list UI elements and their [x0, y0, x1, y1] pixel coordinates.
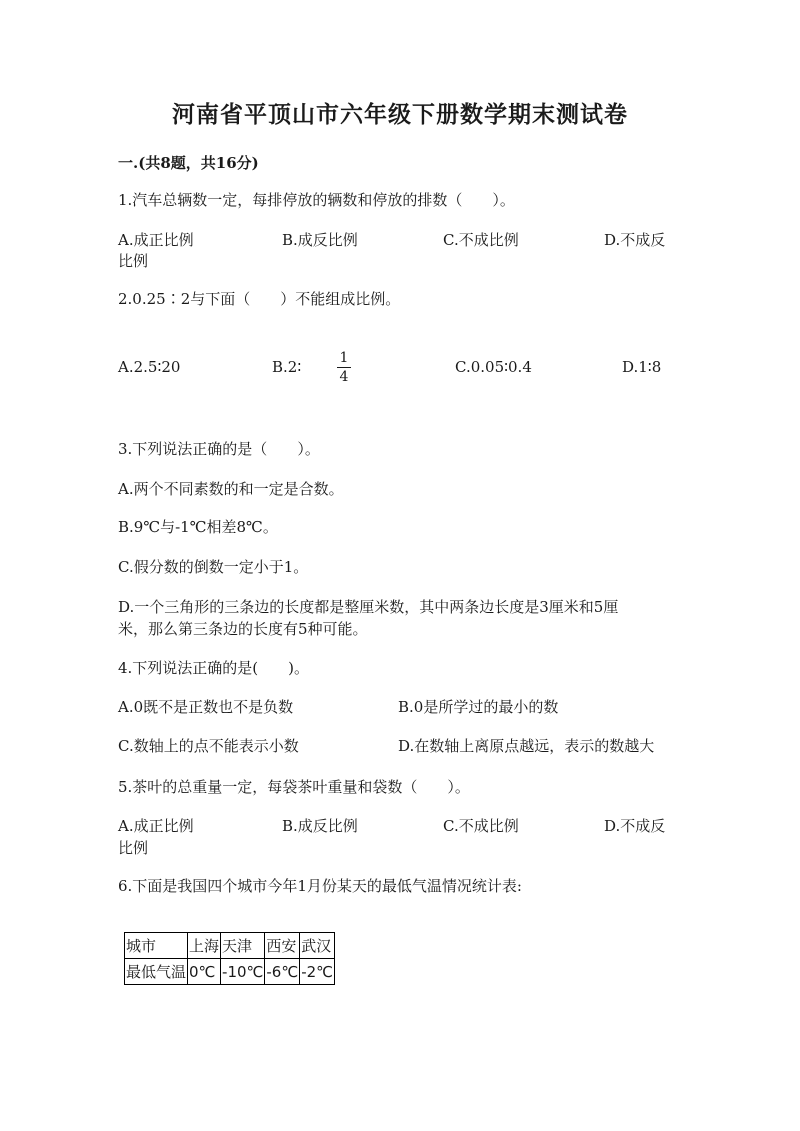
question-2-option-a: A.2.5∶20	[118, 358, 181, 376]
table-cell: 最低气温	[125, 959, 188, 985]
question-1-option-d: D.不成反	[604, 231, 666, 249]
question-5-option-d-cont: 比例	[118, 839, 149, 857]
table-cell: 上海	[188, 933, 221, 959]
page-title: 河南省平顶山市六年级下册数学期末测试卷	[172, 101, 628, 128]
table-row	[125, 959, 335, 985]
table-cell: -6℃	[265, 959, 300, 985]
table-cell: 武汉	[300, 933, 335, 959]
fraction-numerator: 1	[339, 350, 349, 366]
question-3-option-d-cont: 米，那么第三条边的长度有5种可能。	[118, 620, 368, 638]
question-3-option-a: A.两个不同素数的和一定是合数。	[118, 480, 344, 498]
question-1-option-d-cont: 比例	[118, 252, 149, 270]
question-1-option-b: B.成反比例	[282, 231, 358, 249]
question-1-stem: 1.汽车总辆数一定，每排停放的辆数和停放的排数（ ）。	[118, 191, 515, 209]
table-cell: -2℃	[300, 959, 335, 985]
table-cell: -10℃	[221, 959, 265, 985]
question-5-option-c: C.不成比例	[443, 817, 519, 835]
fraction-bar	[337, 367, 351, 368]
question-5-stem: 5.茶叶的总重量一定，每袋茶叶重量和袋数（ ）。	[118, 778, 470, 796]
question-2-option-c: C.0.05∶0.4	[455, 358, 532, 376]
table-cell: 天津	[221, 933, 265, 959]
question-4-option-d: D.在数轴上离原点越远，表示的数越大	[398, 737, 655, 755]
question-1-option-c: C.不成比例	[443, 231, 519, 249]
question-2-option-d: D.1∶8	[622, 358, 662, 376]
question-4-option-c: C.数轴上的点不能表示小数	[118, 737, 299, 755]
question-2-stem: 2.0.25∶2与下面（ ）不能组成比例。	[118, 290, 401, 308]
table-cell: 西安	[265, 933, 300, 959]
question-2-fraction	[337, 350, 351, 385]
question-4-stem: 4.下列说法正确的是( )。	[118, 659, 310, 677]
question-5-option-d: D.不成反	[604, 817, 666, 835]
section-heading: 一.(共8题，共16分)	[118, 154, 259, 172]
question-6-stem: 6.下面是我国四个城市今年1月份某天的最低气温情况统计表:	[118, 877, 522, 895]
question-3-stem: 3.下列说法正确的是（ ）。	[118, 440, 320, 458]
question-3-option-b: B.9℃与-1℃相差8℃。	[118, 518, 278, 536]
table-cell: 城市	[125, 933, 188, 959]
question-3-option-d: D.一个三角形的三条边的长度都是整厘米数，其中两条边长度是3厘米和5厘	[118, 598, 619, 616]
question-4-option-a: A.0既不是正数也不是负数	[118, 698, 294, 716]
table-header-row	[125, 933, 335, 959]
temperature-table	[124, 932, 335, 985]
question-5-option-b: B.成反比例	[282, 817, 358, 835]
question-5-option-a: A.成正比例	[118, 817, 194, 835]
question-2-option-b: B.2∶	[272, 358, 302, 376]
question-4-option-b: B.0是所学过的最小的数	[398, 698, 559, 716]
table-cell: 0℃	[188, 959, 221, 985]
fraction-denominator: 4	[339, 369, 349, 385]
question-1-option-a: A.成正比例	[118, 231, 194, 249]
question-3-option-c: C.假分数的倒数一定小于1。	[118, 558, 309, 576]
